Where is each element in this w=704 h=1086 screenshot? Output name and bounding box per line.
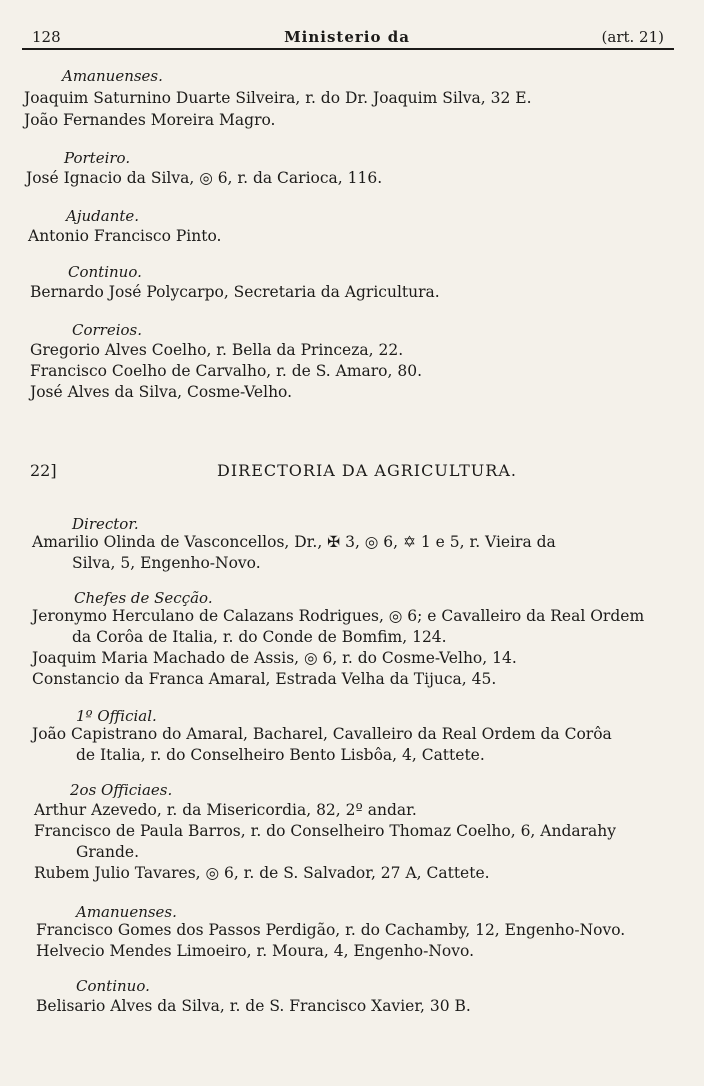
heading-director: Director.	[72, 515, 139, 533]
entry-line: Francisco Coelho de Carvalho, r. de S. Amaro, 80.	[30, 362, 423, 380]
running-title: Ministerio da	[284, 28, 410, 46]
entry-line: Bernardo José Polycarpo, Secretaria da Agricultura.	[30, 283, 440, 301]
heading-chefes: Chefes de Secção.	[74, 589, 213, 607]
entry-line: Constancio da Franca Amaral, Estrada Velha da Tijuca, 45.	[32, 670, 497, 688]
section-number: 22]	[30, 461, 57, 480]
entry-line: Francisco Gomes dos Passos Perdigão, r. do Cachamby, 12, Engenho-Novo.	[36, 921, 626, 939]
heading-primeiro-official: 1º Official.	[76, 707, 157, 725]
entry-line: de Italia, r. do Conselheiro Bento Lisbôa, 4, Cattete.	[76, 746, 485, 764]
entry-line: Amarilio Olinda de Vasconcellos, Dr., ✠ 3, ◎ 6, ✡ 1 e 5, r. Vieira da	[32, 533, 556, 551]
entry-line: Arthur Azevedo, r. da Misericordia, 82, 2º andar.	[34, 801, 417, 819]
entry-line: Grande.	[76, 843, 140, 861]
entry-line: Gregorio Alves Coelho, r. Bella da Princeza, 22.	[30, 341, 404, 359]
entry-line: Belisario Alves da Silva, r. de S. Francisco Xavier, 30 B.	[36, 997, 471, 1015]
entry-line: Rubem Julio Tavares, ◎ 6, r. de S. Salvador, 27 A, Cattete.	[34, 864, 490, 882]
header-rule	[22, 48, 674, 50]
entry-line: Helvecio Mendes Limoeiro, r. Moura, 4, Engenho-Novo.	[36, 942, 475, 960]
heading-continuo: Continuo.	[76, 977, 150, 995]
entry-line: João Fernandes Moreira Magro.	[24, 111, 276, 129]
entry-line: José Ignacio da Silva, ◎ 6, r. da Carioca, 116.	[26, 169, 383, 187]
entry-line: da Corôa de Italia, r. do Conde de Bomfim, 124.	[72, 628, 447, 646]
heading-porteiro: Porteiro.	[64, 149, 131, 167]
heading-segundos-officiaes: 2os Officiaes.	[70, 781, 173, 799]
entry-line: Joaquim Maria Machado de Assis, ◎ 6, r. do Cosme-Velho, 14.	[32, 649, 517, 667]
running-head	[22, 26, 672, 48]
page-number: 128	[32, 28, 61, 46]
entry-line: Antonio Francisco Pinto.	[28, 227, 222, 245]
article-ref: (art. 21)	[601, 28, 664, 46]
heading-correios: Correios.	[72, 321, 143, 339]
entry-line: João Capistrano do Amaral, Bacharel, Cavalleiro da Real Ordem da Corôa	[32, 725, 612, 743]
heading-continuo: Continuo.	[68, 263, 142, 281]
entry-line: José Alves da Silva, Cosme-Velho.	[30, 383, 293, 401]
heading-amanuenses: Amanuenses.	[76, 903, 177, 921]
entry-line: Francisco de Paula Barros, r. do Conselheiro Thomaz Coelho, 6, Andarahy	[34, 822, 617, 840]
heading-ajudante: Ajudante.	[66, 207, 140, 225]
entry-line: Jeronymo Herculano de Calazans Rodrigues, ◎ 6; e Cavalleiro da Real Ordem	[32, 607, 645, 625]
entry-line: Silva, 5, Engenho-Novo.	[72, 554, 261, 572]
section-title: DIRECTORIA DA AGRICULTURA.	[217, 461, 517, 480]
entry-line: Joaquim Saturnino Duarte Silveira, r. do Dr. Joaquim Silva, 32 E.	[24, 89, 532, 107]
heading-amanuenses: Amanuenses.	[62, 67, 163, 85]
